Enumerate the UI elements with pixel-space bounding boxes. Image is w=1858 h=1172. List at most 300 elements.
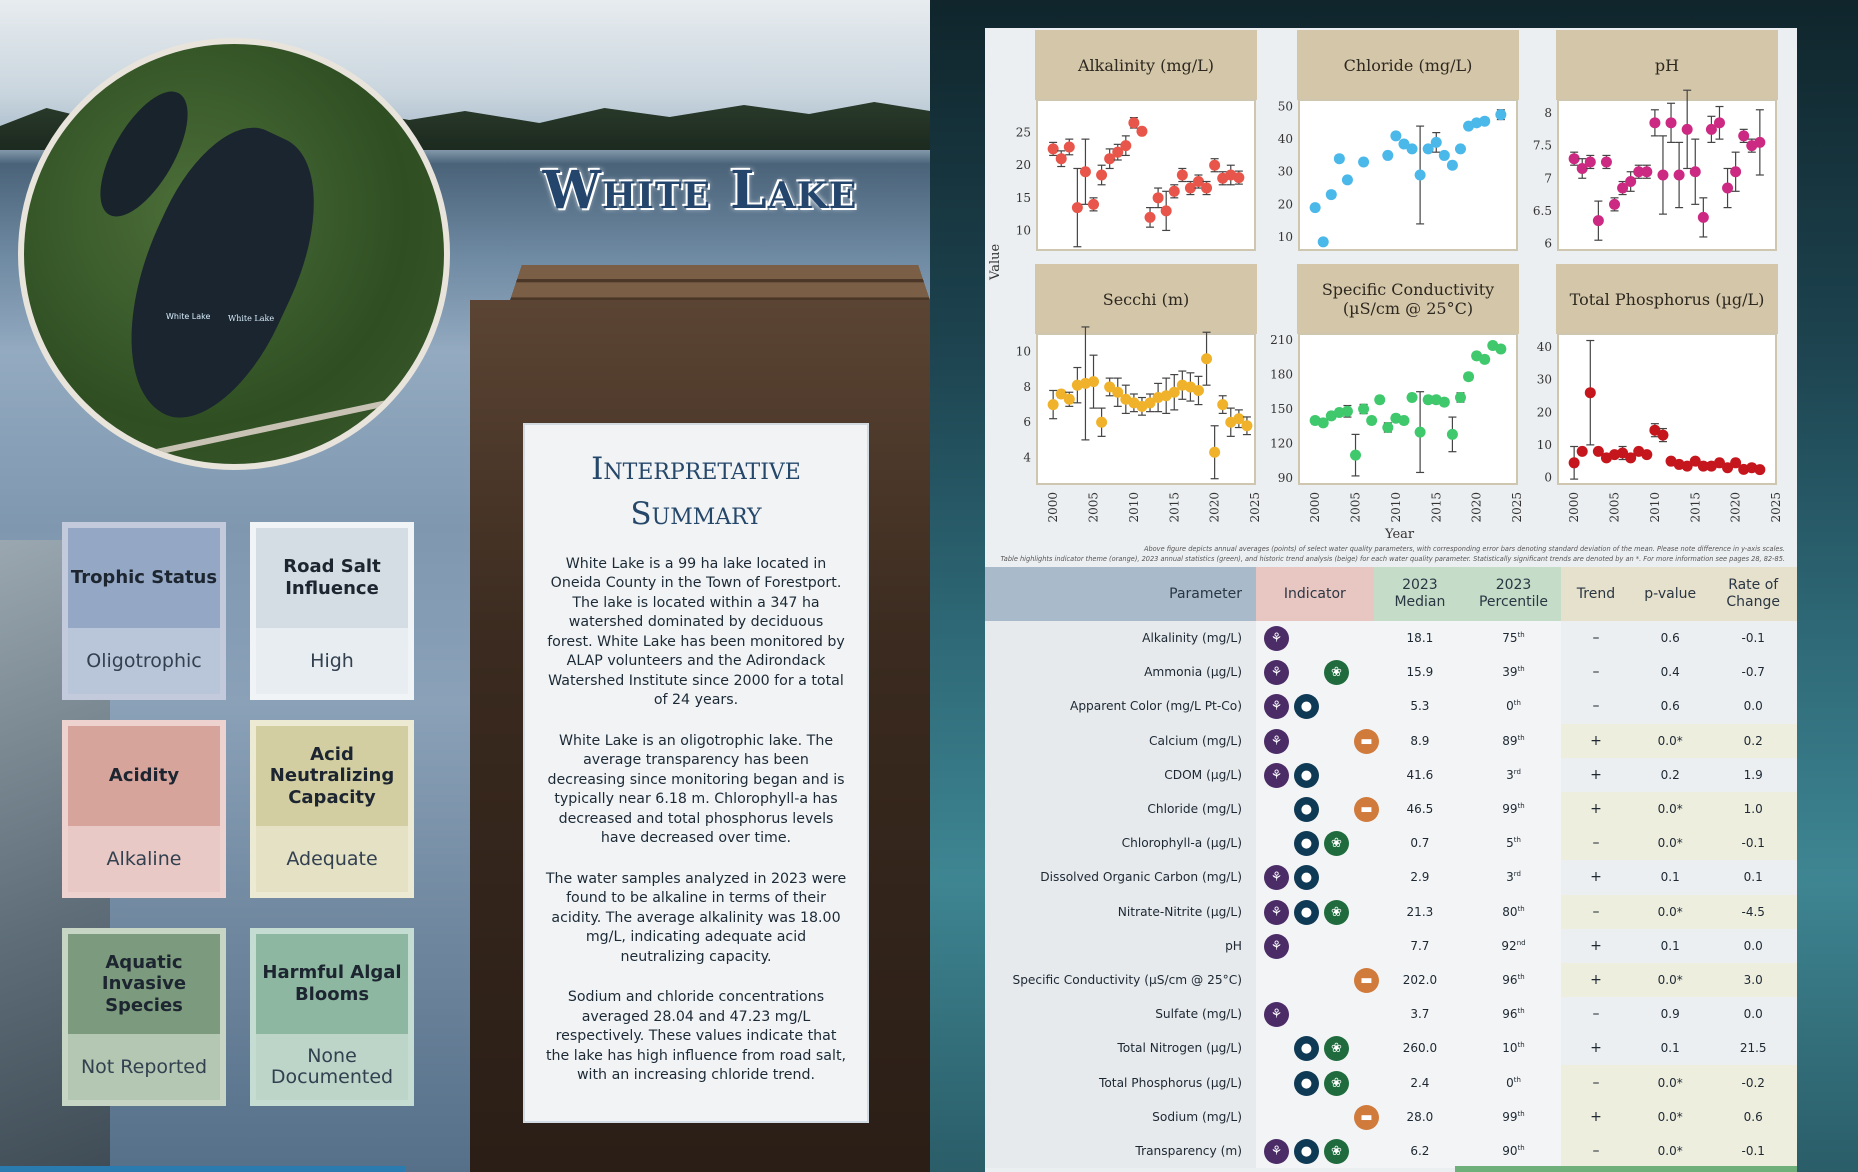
percentile-value [1466, 655, 1561, 689]
summary-paragraph: The water samples analyzed in 2023 were found to be alkaline in terms of their acidity. The average alkalinity was 18.00 mg/L, indicating adequate acid neutralizing capacity. [545, 870, 847, 965]
status-card-heading: Trophic Status [68, 528, 220, 628]
parameter-name: Total Phosphorus (µg/L) [985, 1065, 1256, 1099]
map-label: White Lake [228, 314, 275, 323]
data-point [1657, 430, 1668, 441]
x-tick-label: 2020 [1728, 492, 1743, 523]
y-tick-label: 6 [1023, 415, 1031, 430]
data-point [1754, 464, 1765, 475]
road-salt-icon: ▬ [1354, 729, 1379, 754]
p-value: 0.0* [1631, 963, 1709, 997]
data-point [1407, 143, 1418, 154]
data-point [1585, 387, 1596, 398]
parameter-name: Sodium (mg/L) [985, 1100, 1256, 1134]
parameter-name: Transparency (m) [985, 1134, 1256, 1168]
chart-title: Total Phosphorus (µg/L) [1556, 264, 1778, 334]
data-point [1463, 371, 1474, 382]
summary-paragraph: White Lake is a 99 ha lake located in Oneida County in the Town of Forestport. The lake is located within a 347 ha watershed dominated by deciduous forest. White Lake has been monitored by ALAP volunteers and the Adirondack Watershed Institute since 2000 for a total of 24 years. [547, 555, 845, 709]
x-tick-label: 2015 [1167, 492, 1182, 523]
table-row [985, 1065, 1797, 1099]
percentile-number: 0 [1506, 1075, 1514, 1090]
interpretative-summary [523, 423, 869, 1123]
p-value: 0.0* [1631, 724, 1709, 758]
globe-icon: ● [1294, 1139, 1319, 1164]
chart-panel [1532, 30, 1778, 254]
y-tick-label: 20 [1277, 197, 1293, 212]
y-tick-label: 25 [1015, 125, 1031, 140]
percentile-number: 92 [1501, 938, 1517, 953]
p-value: 0.0* [1631, 792, 1709, 826]
x-tick-label: 2020 [1207, 492, 1222, 523]
rate-of-change: -4.5 [1709, 895, 1797, 929]
indicator-icons [1256, 1065, 1374, 1099]
table-row [985, 655, 1797, 689]
status-card [62, 928, 226, 1106]
percentile-number: 99 [1502, 1109, 1518, 1124]
data-point [1738, 130, 1749, 141]
status-card [250, 720, 414, 898]
parameter-name: Nitrate-Nitrite (µg/L) [985, 895, 1256, 929]
percentile-number: 39 [1502, 665, 1518, 680]
x-tick-label: 2010 [1647, 492, 1662, 523]
summary-paragraph: Sodium and chloride concentrations averaged 28.04 and 47.23 mg/L respectively. These values indicate that the lake has high influence from road salt, with an increasing chloride trend. [545, 989, 847, 1084]
x-tick-label: 2000 [1308, 492, 1323, 523]
y-tick-label: 8 [1023, 379, 1031, 394]
data-point [1366, 415, 1377, 426]
data-point [1241, 420, 1252, 431]
rate-of-change: -0.1 [1741, 631, 1765, 646]
data-point [1136, 126, 1147, 137]
rate-of-change: 0.0 [1743, 1007, 1763, 1022]
data-point [1447, 429, 1458, 440]
data-point [1390, 130, 1401, 141]
median-value: 0.7 [1374, 826, 1466, 860]
data-point [1625, 176, 1636, 187]
header-percentile: 2023 Percentile [1466, 567, 1561, 621]
data-point [1128, 117, 1139, 128]
rate-of-change: -0.1 [1709, 826, 1797, 860]
percentile-suffix: rd [1513, 870, 1521, 879]
data-point [1641, 449, 1652, 460]
p-value: 0.0* [1631, 826, 1709, 860]
table-row [985, 1100, 1797, 1134]
data-point [1447, 160, 1458, 171]
x-tick-label: 2020 [1469, 492, 1484, 523]
p-value: 0.6 [1660, 699, 1680, 714]
header-median: 2023 Median [1374, 567, 1466, 621]
data-point [1120, 140, 1131, 151]
data-point [1569, 457, 1580, 468]
acidity-icon: ⚘ [1264, 729, 1289, 754]
percentile-suffix: th [1517, 665, 1525, 674]
algae-icon: ❀ [1324, 831, 1349, 856]
data-point [1431, 137, 1442, 148]
globe-icon: ● [1294, 797, 1319, 822]
globe-icon: ● [1294, 865, 1319, 890]
percentile-number: 5 [1506, 836, 1514, 851]
algae-icon: ❀ [1324, 660, 1349, 685]
trend-value: – [1592, 698, 1600, 715]
percentile-value [1466, 724, 1561, 758]
median-value: 15.9 [1374, 655, 1466, 689]
table-row [985, 1031, 1797, 1065]
percentile-suffix: th [1513, 1075, 1521, 1084]
trend-value: – [1592, 664, 1600, 681]
data-point [1048, 143, 1059, 154]
percentile-suffix: th [1517, 631, 1525, 640]
median-value: 260.0 [1374, 1031, 1466, 1065]
globe-icon: ● [1294, 1036, 1319, 1061]
data-point [1455, 392, 1466, 403]
percentile-number: 3 [1506, 870, 1514, 885]
y-tick-label: 50 [1277, 99, 1293, 114]
percentile-number: 90 [1502, 1143, 1518, 1158]
data-point [1096, 417, 1107, 428]
x-tick-label: 2005 [1607, 492, 1622, 523]
data-point [1153, 192, 1164, 203]
algae-icon: ❀ [1324, 1139, 1349, 1164]
y-tick-label: 30 [1277, 164, 1293, 179]
header-parameter: Parameter [985, 567, 1256, 621]
percentile-number: 89 [1502, 733, 1518, 748]
percentile-suffix: th [1517, 1109, 1525, 1118]
median-value: 6.2 [1374, 1134, 1466, 1168]
parameter-name: Sulfate (mg/L) [985, 997, 1256, 1031]
y-tick-label: 7 [1544, 171, 1552, 186]
median-value: 21.3 [1374, 895, 1466, 929]
data-point [1080, 166, 1091, 177]
trend-value: – [1561, 1134, 1631, 1168]
chart-title: Alkalinity (mg/L) [1035, 30, 1257, 100]
indicator-icons [1256, 1134, 1374, 1168]
percentile-suffix: th [1517, 1007, 1525, 1016]
percentile-suffix: th [1517, 1143, 1525, 1152]
table-row [985, 895, 1797, 929]
p-value: 0.1 [1660, 1041, 1680, 1056]
status-card-heading: Harmful Algal Blooms [256, 934, 408, 1034]
parameter-name: Calcium (mg/L) [985, 724, 1256, 758]
p-value: 0.0* [1631, 895, 1709, 929]
y-tick-label: 90 [1277, 471, 1293, 486]
data-point [1048, 399, 1059, 410]
data-point [1593, 215, 1604, 226]
parameter-name: Chloride (mg/L) [985, 792, 1256, 826]
trend-value: + [1590, 937, 1602, 954]
x-tick-label: 2005 [1348, 492, 1363, 523]
data-point [1217, 399, 1228, 410]
data-point [1439, 397, 1450, 408]
percentile-suffix: th [1517, 733, 1525, 742]
chart-panel [1277, 30, 1519, 254]
median-value: 202.0 [1374, 963, 1466, 997]
status-card-value: Adequate [256, 826, 408, 892]
data-point [1310, 202, 1321, 213]
median-value: 3.7 [1374, 997, 1466, 1031]
trend-value: + [1561, 1100, 1631, 1134]
data-point [1649, 117, 1660, 128]
indicator-icons [1256, 758, 1374, 792]
x-axis-label: Year [1385, 527, 1415, 542]
chart-panel [1270, 264, 1524, 523]
percentile-number: 10 [1502, 1041, 1518, 1056]
x-tick-label: 2000 [1046, 492, 1061, 523]
status-card [62, 720, 226, 898]
rate-of-change: 1.0 [1709, 792, 1797, 826]
data-point [1666, 117, 1677, 128]
header-pvalue: p-value [1631, 567, 1709, 621]
indicator-icons [1256, 621, 1374, 655]
summary-paragraph: White Lake is an oligotrophic lake. The average transparency has been decreasing since monitoring began and is typically near 6.18 m. Chlorophyll-a has decreased and total phosphorus levels have decreased over time. [547, 732, 845, 847]
chart-panel [1015, 30, 1257, 254]
y-tick-label: 15 [1015, 190, 1031, 205]
percentile-suffix: rd [1513, 767, 1521, 776]
data-point [1072, 202, 1083, 213]
data-point [1398, 415, 1409, 426]
y-tick-label: 180 [1270, 367, 1293, 382]
y-tick-label: 10 [1277, 229, 1293, 244]
status-card [250, 928, 414, 1106]
status-card-value: None Documented [256, 1034, 408, 1100]
footer-bar [0, 1166, 405, 1172]
data-point [1609, 199, 1620, 210]
data-point [1730, 166, 1741, 177]
percentile-value [1466, 997, 1561, 1031]
indicator-icons [1256, 655, 1374, 689]
data-point [1455, 143, 1466, 154]
y-tick-label: 6 [1544, 236, 1552, 251]
globe-icon: ● [1294, 831, 1319, 856]
status-card-value: Not Reported [68, 1034, 220, 1100]
percentile-value [1466, 895, 1561, 929]
status-card [62, 522, 226, 700]
data-point [1415, 427, 1426, 438]
p-value: 0.0* [1631, 1134, 1709, 1168]
data-point [1145, 212, 1156, 223]
percentile-number: 3 [1506, 767, 1514, 782]
page-title: White Lake [542, 160, 858, 221]
indicator-icons [1256, 895, 1374, 929]
table-row [985, 724, 1797, 758]
p-value: 0.4 [1660, 665, 1680, 680]
percentile-number: 75 [1502, 631, 1518, 646]
p-value: 0.1 [1660, 870, 1680, 885]
parameter-name: CDOM (µg/L) [985, 758, 1256, 792]
data-point [1601, 156, 1612, 167]
percentile-value [1466, 1031, 1561, 1065]
data-point [1358, 156, 1369, 167]
parameter-name: Dissolved Organic Carbon (mg/L) [985, 860, 1256, 894]
footer-bar [1455, 1166, 1797, 1172]
rate-of-change: 0.6 [1709, 1100, 1797, 1134]
percentile-number: 99 [1502, 802, 1518, 817]
table-row [985, 758, 1797, 792]
status-card [250, 522, 414, 700]
x-tick-label: 2000 [1567, 492, 1582, 523]
data-point [1088, 376, 1099, 387]
status-card-value: High [256, 628, 408, 694]
status-card-value: Alkaline [68, 826, 220, 892]
acidity-icon: ⚘ [1264, 865, 1289, 890]
summary-heading: Interpretative Summary [591, 451, 801, 532]
indicator-icons [1256, 724, 1374, 758]
parameter-name: pH [985, 929, 1256, 963]
globe-icon: ● [1294, 1071, 1319, 1096]
rate-of-change: 0.0 [1743, 699, 1763, 714]
x-tick-label: 2025 [1510, 492, 1524, 523]
globe-icon: ● [1294, 900, 1319, 925]
indicator-icons [1256, 860, 1374, 894]
y-tick-label: 10 [1536, 437, 1552, 452]
data-point [1342, 406, 1353, 417]
trend-value: – [1561, 1065, 1631, 1099]
table-row [985, 929, 1797, 963]
acidity-icon: ⚘ [1264, 1002, 1289, 1027]
caption-line: Table highlights indicator theme (orange), 2023 annual statistics (green), and historic trend analysis (beige) for each water quality parameter. Statistically significant trends are denoted by an *. For more information see pages 28, 82-85. [1000, 555, 1785, 563]
data-point [1690, 166, 1701, 177]
table-row [985, 621, 1797, 655]
status-card-heading: Aquatic Invasive Species [68, 934, 220, 1034]
percentile-value [1466, 963, 1561, 997]
data-point [1209, 447, 1220, 458]
percentile-value [1466, 860, 1561, 894]
road-salt-icon: ▬ [1354, 1105, 1379, 1130]
data-point [1495, 109, 1506, 120]
data-point [1177, 170, 1188, 181]
p-value: 0.6 [1660, 631, 1680, 646]
header-trend: Trend [1561, 567, 1631, 621]
data-point [1407, 392, 1418, 403]
median-value: 8.9 [1374, 724, 1466, 758]
caption-line: Above figure depicts annual averages (points) of select water quality parameters, with corresponding error bars denoting standard deviation of the mean. Please note difference in y-axis scales. [1143, 545, 1785, 553]
algae-icon: ❀ [1324, 900, 1349, 925]
trend-value: + [1561, 963, 1631, 997]
data-point [1201, 183, 1212, 194]
acidity-icon: ⚘ [1264, 1139, 1289, 1164]
y-tick-label: 40 [1277, 132, 1293, 147]
y-tick-label: 20 [1015, 158, 1031, 173]
globe-icon: ● [1294, 763, 1319, 788]
y-tick-label: 7.5 [1532, 138, 1552, 153]
data-point [1088, 199, 1099, 210]
p-value: 0.9 [1660, 1007, 1680, 1022]
data-point [1569, 153, 1580, 164]
rate-of-change: 21.5 [1739, 1041, 1767, 1056]
status-card-heading: Acidity [68, 726, 220, 826]
chart-panel [1536, 264, 1783, 523]
rate-of-change: 0.1 [1743, 870, 1763, 885]
rate-of-change: -0.2 [1709, 1065, 1797, 1099]
data-point [1326, 189, 1337, 200]
status-card-heading: Road Salt Influence [256, 528, 408, 628]
rate-of-change: -0.7 [1741, 665, 1765, 680]
p-value: 0.1 [1660, 938, 1680, 953]
chart-panel [1015, 264, 1262, 523]
data-point [1698, 212, 1709, 223]
x-tick-label: 2010 [1126, 492, 1141, 523]
percentile-suffix: th [1517, 904, 1525, 913]
road-salt-icon: ▬ [1354, 797, 1379, 822]
acidity-icon: ⚘ [1264, 694, 1289, 719]
percentile-value [1466, 929, 1561, 963]
percentile-value [1466, 1134, 1561, 1168]
median-value: 5.3 [1374, 689, 1466, 723]
table-row [985, 860, 1797, 894]
data-point [1415, 170, 1426, 181]
data-point [1209, 160, 1220, 171]
y-tick-label: 210 [1270, 332, 1293, 347]
x-tick-label: 2025 [1769, 492, 1783, 523]
x-tick-label: 2025 [1248, 492, 1262, 523]
data-point [1318, 236, 1329, 247]
table-row [985, 997, 1797, 1031]
trend-value: + [1561, 792, 1631, 826]
data-point [1374, 394, 1385, 405]
percentile-value [1466, 1100, 1561, 1134]
acidity-icon: ⚘ [1264, 763, 1289, 788]
median-value: 2.9 [1374, 860, 1466, 894]
data-point [1754, 137, 1765, 148]
percentile-suffix: th [1513, 699, 1521, 708]
indicator-icons [1256, 1031, 1374, 1065]
median-value: 18.1 [1374, 621, 1466, 655]
data-point [1161, 205, 1172, 216]
data-point [1657, 170, 1668, 181]
percentile-number: 0 [1506, 699, 1514, 714]
y-tick-label: 150 [1270, 402, 1293, 416]
rate-of-change: 0.2 [1709, 724, 1797, 758]
data-point [1382, 422, 1393, 433]
trend-value: – [1592, 630, 1600, 647]
road-salt-icon: ▬ [1354, 968, 1379, 993]
y-tick-label: 120 [1270, 436, 1293, 451]
data-point [1056, 153, 1067, 164]
parameter-name: Apparent Color (mg/L Pt-Co) [985, 689, 1256, 723]
percentile-suffix: th [1517, 802, 1525, 811]
trend-value: – [1561, 826, 1631, 860]
acidity-icon: ⚘ [1264, 660, 1289, 685]
median-value: 28.0 [1374, 1100, 1466, 1134]
percentile-number: 80 [1502, 904, 1518, 919]
acidity-icon: ⚘ [1264, 934, 1289, 959]
percentile-suffix: nd [1516, 938, 1526, 947]
rate-of-change: -0.1 [1709, 1134, 1797, 1168]
p-value: 0.0* [1631, 1100, 1709, 1134]
data-point [1495, 344, 1506, 355]
data-point [1585, 156, 1596, 167]
percentile-number: 96 [1502, 1007, 1518, 1022]
parameter-name: Specific Conductivity (µS/cm @ 25°C) [985, 963, 1256, 997]
y-tick-label: 8 [1544, 106, 1552, 121]
indicator-icons [1256, 929, 1374, 963]
percentile-suffix: th [1517, 972, 1525, 981]
chart-title: Chloride (mg/L) [1297, 30, 1519, 100]
data-point [1479, 354, 1490, 365]
trend-value: + [1561, 724, 1631, 758]
indicator-icons [1256, 689, 1374, 723]
x-tick-label: 2015 [1688, 492, 1703, 523]
data-point [1350, 450, 1361, 461]
data-point [1722, 183, 1733, 194]
data-point [1714, 117, 1725, 128]
table-row [985, 792, 1797, 826]
indicator-icons [1256, 963, 1374, 997]
indicator-icons [1256, 792, 1374, 826]
data-point [1641, 166, 1652, 177]
rate-of-change: 0.0 [1743, 938, 1763, 953]
y-axis-label: Value [988, 243, 1003, 280]
data-point [1064, 141, 1075, 152]
aerial-map [18, 38, 450, 470]
y-tick-label: 10 [1015, 223, 1031, 238]
